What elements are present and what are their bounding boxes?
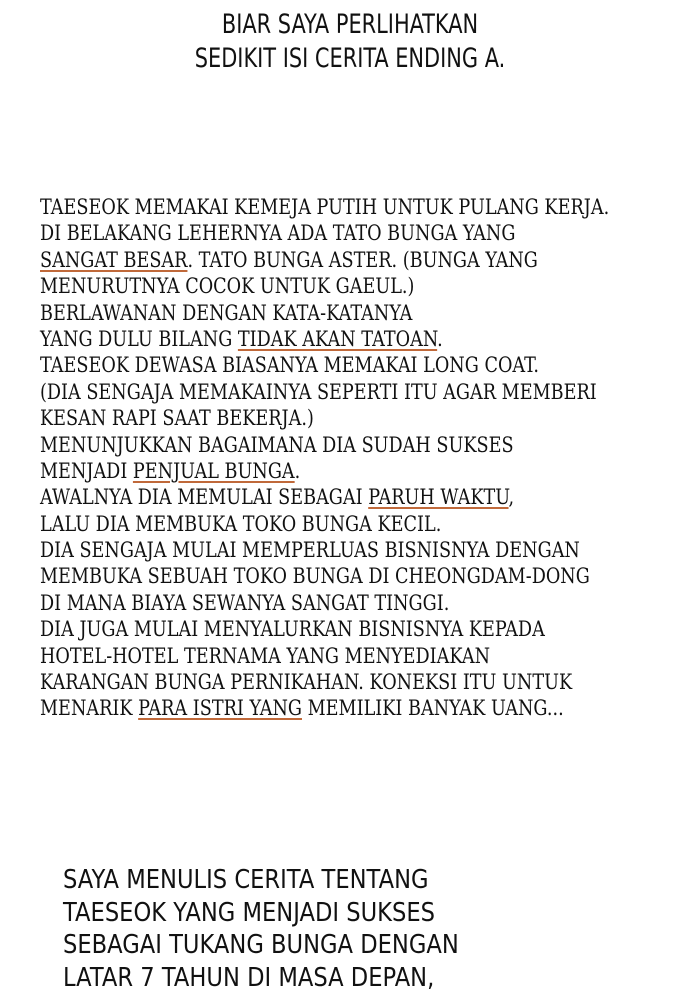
story-line: MENURUTNYA COCOK UNTUK GAEUL.): [40, 274, 415, 299]
story-line: LALU DIA MEMBUKA TOKO BUNGA KECIL.: [40, 511, 442, 536]
underlined-phrase: PENJUAL BUNGA: [132, 458, 295, 483]
story-line: KESAN RAPI SAAT BEKERJA.): [40, 406, 314, 431]
story-text-span: .: [437, 326, 443, 351]
story-line: BERLAWANAN DENGAN KATA-KATANYA: [40, 300, 413, 325]
caption-line: SAYA MENULIS CERITA TENTANG: [63, 865, 429, 895]
underlined-phrase: SANGAT BESAR: [40, 247, 188, 272]
underlined-phrase: PARA ISTRI YANG: [138, 696, 302, 721]
story-line: MENUNJUKKAN BAGAIMANA DIA SUDAH SUKSES: [40, 432, 514, 457]
story-line: TAESEOK MEMAKAI KEMEJA PUTIH UNTUK PULANG KERJA.: [40, 195, 610, 219]
story-text-span: MENARIK: [40, 696, 139, 721]
heading-line: SEDIKIT ISI CERITA ENDING A.: [194, 43, 506, 74]
story-line: [40, 247, 578, 273]
story-text-span: .: [294, 458, 301, 483]
story-line: [40, 458, 578, 484]
bottom-caption: [63, 864, 459, 994]
story-text-span: . TATO BUNGA ASTER. (BUNGA YANG: [187, 247, 538, 272]
story-line: [40, 695, 578, 721]
story-line: (DIA SENGAJA MEMAKAINYA SEPERTI ITU AGAR MEMBERI: [40, 379, 597, 404]
story-line: DI MANA BIAYA SEWANYA SANGAT TINGGI.: [40, 590, 450, 615]
story-text-span: AWALNYA DIA MEMULAI SEBAGAI: [40, 485, 369, 510]
heading: [49, 8, 651, 76]
caption-line: TAESEOK YANG MENJADI SUKSES: [63, 897, 435, 928]
underlined-phrase: TIDAK AKAN TATOAN: [237, 326, 438, 351]
story-line: DIA JUGA MULAI MENYALURKAN BISNISNYA KEPADA: [40, 617, 545, 642]
story-text-span: YANG DULU BILANG: [40, 326, 238, 351]
heading-line: BIAR SAYA PERLIHATKAN: [221, 9, 479, 40]
story-text-span: MENJADI: [40, 458, 133, 483]
story-line: [40, 484, 578, 510]
story-text-span: ,: [508, 485, 515, 510]
story-line: DI BELAKANG LEHERNYA ADA TATO BUNGA YANG: [40, 221, 516, 246]
story-line: DIA SENGAJA MULAI MEMPERLUAS BISNISNYA DENGAN: [40, 538, 580, 563]
story-text: [40, 194, 610, 722]
story-line: MEMBUKA SEBUAH TOKO BUNGA DI CHEONGDAM-DONG: [40, 564, 590, 589]
story-line: TAESEOK DEWASA BIASANYA MEMAKAI LONG COAT.: [40, 353, 539, 378]
story-line: HOTEL-HOTEL TERNAMA YANG MENYEDIAKAN: [40, 643, 491, 668]
underlined-phrase: PARUH WAKTU: [368, 485, 509, 510]
story-line: [40, 326, 578, 352]
caption-line: LATAR 7 TAHUN DI MASA DEPAN,: [63, 962, 435, 993]
story-line: KARANGAN BUNGA PERNIKAHAN. KONEKSI ITU UNTUK: [40, 670, 573, 695]
caption-line: SEBAGAI TUKANG BUNGA DENGAN: [63, 930, 459, 960]
story-text-span: MEMILIKI BANYAK UANG...: [301, 696, 564, 721]
